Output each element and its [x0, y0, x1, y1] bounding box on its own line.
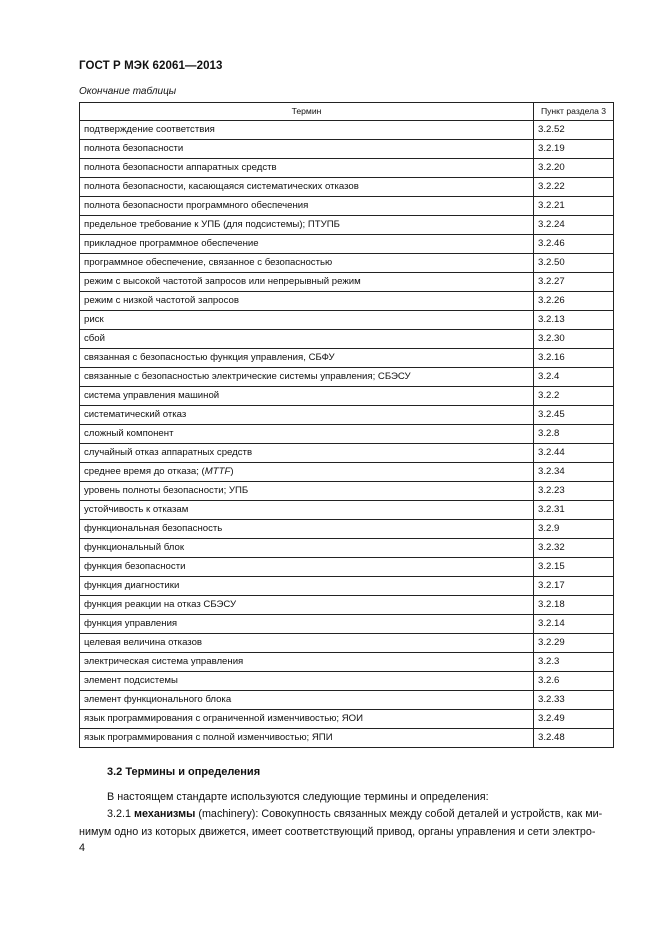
term-cell: функция диагностики: [80, 577, 534, 596]
ref-cell: 3.2.22: [534, 178, 614, 197]
ref-cell: 3.2.48: [534, 729, 614, 748]
term-cell: случайный отказ аппаратных средств: [80, 444, 534, 463]
table-row: [80, 406, 614, 425]
table-row: [80, 558, 614, 577]
table-row: [80, 520, 614, 539]
term-cell: функциональная безопасность: [80, 520, 534, 539]
term-cell: целевая величина отказов: [80, 634, 534, 653]
term-cell: полнота безопасности: [80, 140, 534, 159]
table-row: [80, 482, 614, 501]
term-cell: связанные с безопасностью электрические системы управления; СБЭСУ: [80, 368, 534, 387]
term-cell: язык программирования с полной изменчивостью; ЯПИ: [80, 729, 534, 748]
term-cell: электрическая система управления: [80, 653, 534, 672]
table-row: [80, 159, 614, 178]
table-row: [80, 273, 614, 292]
ref-cell: 3.2.4: [534, 368, 614, 387]
table-row: [80, 121, 614, 140]
ref-cell: 3.2.8: [534, 425, 614, 444]
ref-cell: 3.2.17: [534, 577, 614, 596]
ref-cell: 3.2.3: [534, 653, 614, 672]
definition-continuation: нимум одно из которых движется, имеет соответствующий привод, органы управления и сети электро-: [79, 826, 596, 838]
table-row: [80, 634, 614, 653]
ref-cell: 3.2.15: [534, 558, 614, 577]
table-row: [80, 235, 614, 254]
table-row: [80, 596, 614, 615]
ref-cell: 3.2.29: [534, 634, 614, 653]
term-cell: режим с низкой частотой запросов: [80, 292, 534, 311]
table-row: [80, 729, 614, 748]
table-row: [80, 330, 614, 349]
table-row: [80, 292, 614, 311]
table-row: [80, 444, 614, 463]
ref-cell: 3.2.19: [534, 140, 614, 159]
ref-cell: 3.2.49: [534, 710, 614, 729]
term-cell: язык программирования с ограниченной изменчивостью; ЯОИ: [80, 710, 534, 729]
term-cell: уровень полноты безопасности; УПБ: [80, 482, 534, 501]
term-cell: функция реакции на отказ СБЭСУ: [80, 596, 534, 615]
table-row: [80, 691, 614, 710]
term-cell: подтверждение соответствия: [80, 121, 534, 140]
table-row: [80, 710, 614, 729]
term-cell: сбой: [80, 330, 534, 349]
ref-cell: 3.2.14: [534, 615, 614, 634]
ref-cell: 3.2.52: [534, 121, 614, 140]
table-row: [80, 463, 614, 482]
section-title: 3.2 Термины и определения: [107, 766, 261, 778]
ref-cell: 3.2.16: [534, 349, 614, 368]
column-header-term: Термин: [80, 103, 534, 121]
ref-cell: 3.2.9: [534, 520, 614, 539]
table-row: [80, 615, 614, 634]
table-header-row: [80, 103, 614, 121]
table-row: [80, 254, 614, 273]
table-row: [80, 501, 614, 520]
term-cell: элемент функционального блока: [80, 691, 534, 710]
table-row: [80, 387, 614, 406]
table-row: [80, 577, 614, 596]
ref-cell: 3.2.23: [534, 482, 614, 501]
ref-cell: 3.2.50: [534, 254, 614, 273]
term-cell: полнота безопасности аппаратных средств: [80, 159, 534, 178]
ref-cell: 3.2.44: [534, 444, 614, 463]
ref-cell: 3.2.45: [534, 406, 614, 425]
ref-cell: 3.2.26: [534, 292, 614, 311]
term-cell: систематический отказ: [80, 406, 534, 425]
term-cell: предельное требование к УПБ (для подсистемы); ПТУПБ: [80, 216, 534, 235]
table-row: [80, 539, 614, 558]
definition-number: 3.2.1: [107, 808, 132, 820]
definition-term: механизмы: [134, 808, 196, 820]
table-row: [80, 197, 614, 216]
term-cell: функция управления: [80, 615, 534, 634]
table-caption: Окончание таблицы: [79, 86, 177, 97]
ref-cell: 3.2.6: [534, 672, 614, 691]
term-cell: система управления машиной: [80, 387, 534, 406]
term-cell: риск: [80, 311, 534, 330]
term-cell: режим с высокой частотой запросов или непрерывный режим: [80, 273, 534, 292]
section-intro: В настоящем стандарте используются следующие термины и определения:: [107, 791, 489, 803]
term-cell: элемент подсистемы: [80, 672, 534, 691]
table-row: [80, 672, 614, 691]
term-cell: устойчивость к отказам: [80, 501, 534, 520]
page-number: 4: [79, 842, 86, 854]
column-header-ref: Пункт раздела 3: [534, 103, 614, 121]
ref-cell: 3.2.32: [534, 539, 614, 558]
term-cell: среднее время до отказа; (MTTF): [80, 463, 534, 482]
table-row: [80, 140, 614, 159]
table-row: [80, 349, 614, 368]
ref-cell: 3.2.34: [534, 463, 614, 482]
table-row: [80, 425, 614, 444]
ref-cell: 3.2.21: [534, 197, 614, 216]
standard-title: ГОСТ Р МЭК 62061—2013: [79, 60, 223, 72]
ref-cell: 3.2.27: [534, 273, 614, 292]
table-row: [80, 216, 614, 235]
ref-cell: 3.2.18: [534, 596, 614, 615]
table-row: [80, 653, 614, 672]
term-cell: программное обеспечение, связанное с безопасностью: [80, 254, 534, 273]
term-cell: функция безопасности: [80, 558, 534, 577]
ref-cell: 3.2.13: [534, 311, 614, 330]
definition-paragraph: [107, 805, 613, 823]
ref-cell: 3.2.30: [534, 330, 614, 349]
term-cell: прикладное программное обеспечение: [80, 235, 534, 254]
term-cell: сложный компонент: [80, 425, 534, 444]
table-row: [80, 368, 614, 387]
ref-cell: 3.2.31: [534, 501, 614, 520]
terms-table: [79, 102, 614, 748]
definition-text: (machinery): Совокупность связанных между собой деталей и устройств, как ми-: [195, 808, 603, 820]
ref-cell: 3.2.2: [534, 387, 614, 406]
table-body: [80, 121, 614, 748]
term-cell: связанная с безопасностью функция управления, СБФУ: [80, 349, 534, 368]
ref-cell: 3.2.33: [534, 691, 614, 710]
term-cell: функциональный блок: [80, 539, 534, 558]
ref-cell: 3.2.24: [534, 216, 614, 235]
ref-cell: 3.2.46: [534, 235, 614, 254]
ref-cell: 3.2.20: [534, 159, 614, 178]
term-cell: полнота безопасности программного обеспечения: [80, 197, 534, 216]
table-row: [80, 178, 614, 197]
table-row: [80, 311, 614, 330]
term-cell: полнота безопасности, касающаяся систематических отказов: [80, 178, 534, 197]
